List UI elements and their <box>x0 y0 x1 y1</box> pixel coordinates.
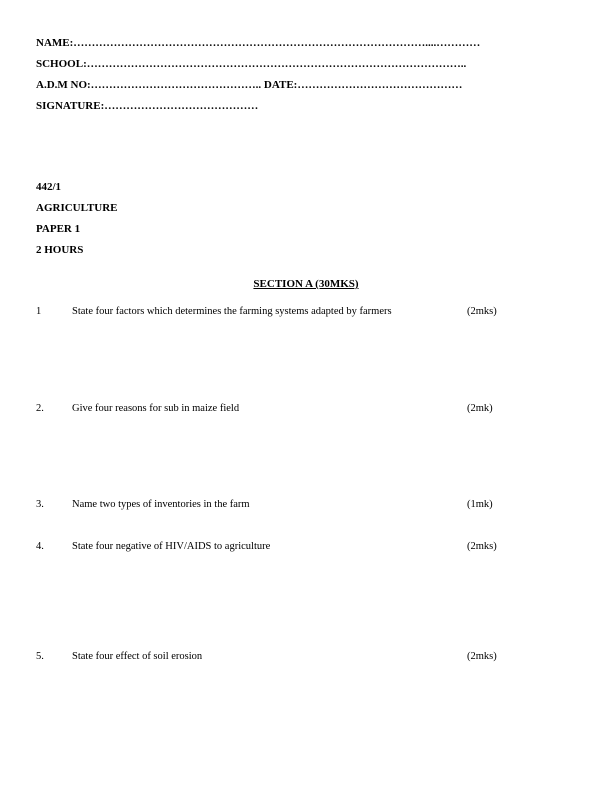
section-title: SECTION A (30MKS) <box>253 278 359 290</box>
subject-title: AGRICULTURE <box>36 202 118 214</box>
question-marks: (1mk) <box>467 499 493 510</box>
signature-field-line: SIGNATURE:…………………………………… <box>36 100 259 112</box>
question-text: Name two types of inventories in the farm <box>72 499 250 510</box>
exam-duration: 2 HOURS <box>36 244 84 256</box>
adm-date-field-line: A.D.M NO:……………………………………….. DATE:……………………………………… <box>36 79 463 91</box>
question-number: 5. <box>36 651 44 662</box>
question-item <box>0 651 612 665</box>
question-item <box>0 541 612 555</box>
question-number: 3. <box>36 499 44 510</box>
question-text: State four effect of soil erosion <box>72 651 203 662</box>
question-text: Give four reasons for sub in maize field <box>72 403 240 414</box>
question-item <box>0 306 612 320</box>
paper-number: PAPER 1 <box>36 223 81 235</box>
question-item <box>0 403 612 417</box>
question-marks: (2mks) <box>467 651 497 662</box>
question-text: State four factors which determines the farming systems adapted by farmers <box>72 306 392 317</box>
question-marks: (2mk) <box>467 403 493 414</box>
question-text: State four negative of HIV/AIDS to agriculture <box>72 541 271 552</box>
question-number: 4. <box>36 541 44 552</box>
question-number: 1 <box>36 306 42 317</box>
question-marks: (2mks) <box>467 306 497 317</box>
question-number: 2. <box>36 403 44 414</box>
paper-code: 442/1 <box>36 181 62 193</box>
school-field-line: SCHOOL:………………………………………………………………………………………….. <box>36 58 467 70</box>
name-field-line: NAME:……………………………………………………………………………………....………… <box>36 37 481 49</box>
question-item <box>0 499 612 513</box>
question-marks: (2mks) <box>467 541 497 552</box>
